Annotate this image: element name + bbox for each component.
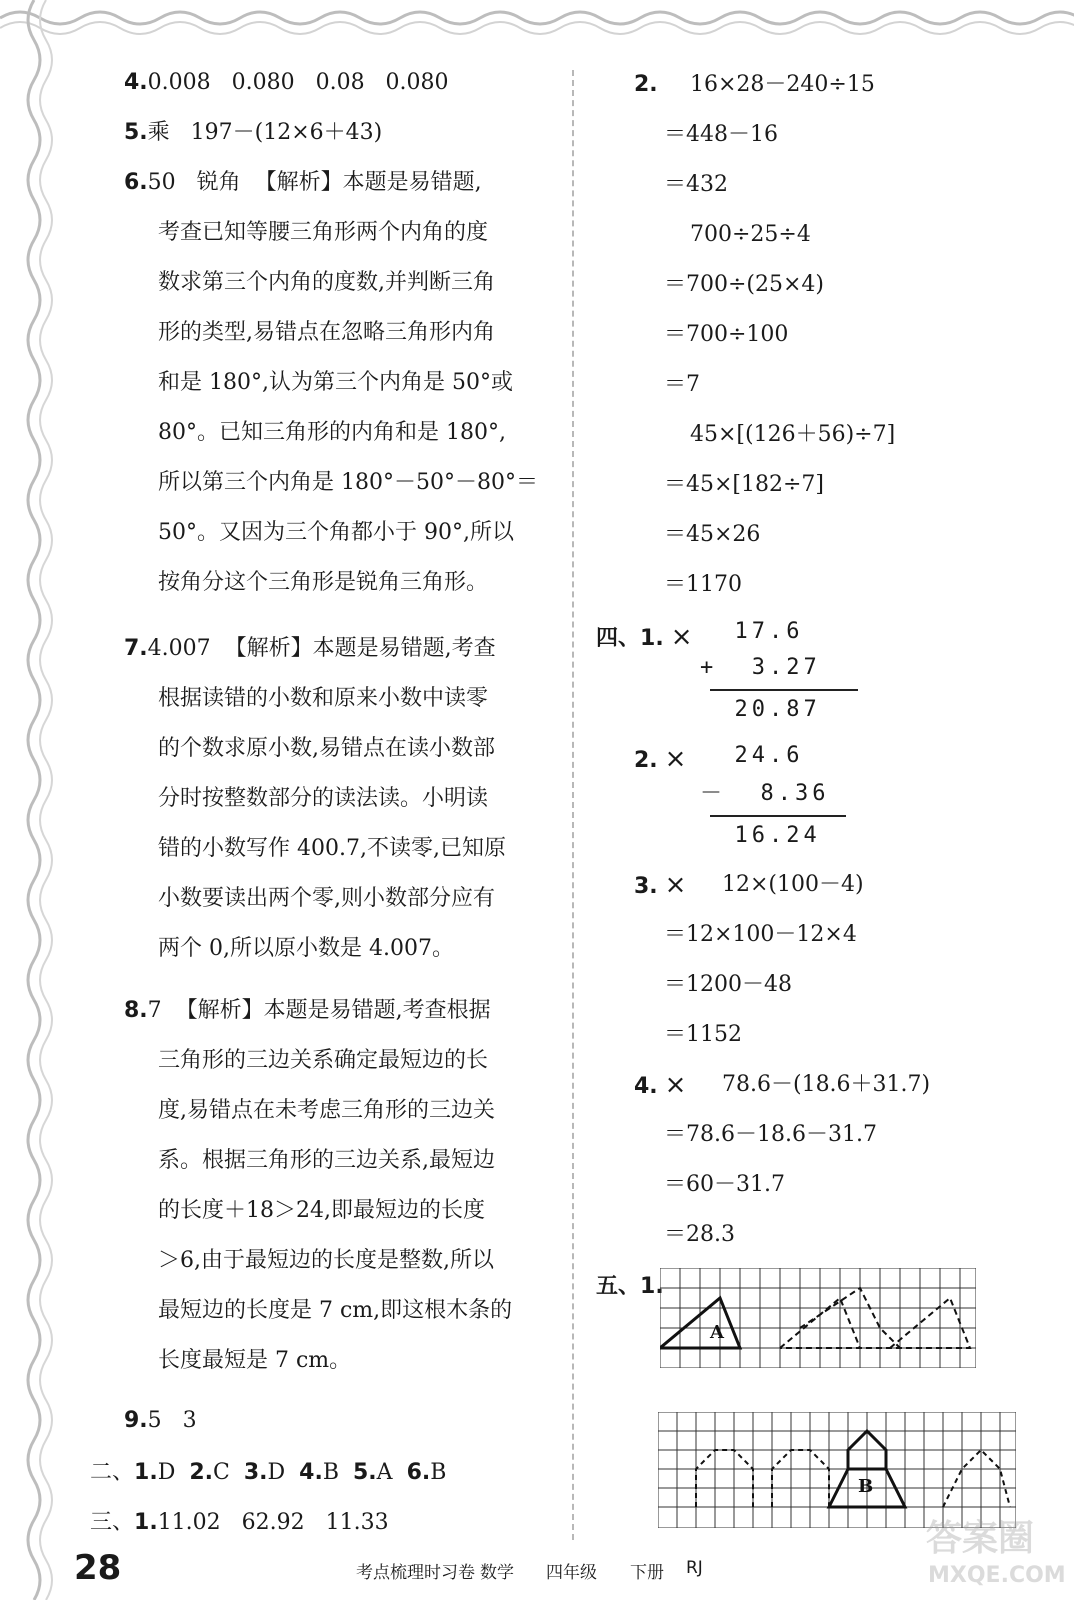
answer-6: 6.50 锐角 【解析】本题是易错题, (124, 170, 482, 195)
section-4-item-4: 4. × (634, 1070, 687, 1100)
answer-7-line: 小数要读出两个零,则小数部分应有 (158, 886, 495, 911)
vertical-calc-row: 20.87 (700, 697, 821, 722)
section-5-item-1: 五、1. (596, 1274, 664, 1299)
answer-6-line: 和是 180°,认为第三个内角是 50°或 (158, 370, 513, 395)
calc-line: ＝45×26 (664, 522, 761, 547)
answer-7-line: 错的小数写作 400.7,不读零,已知原 (158, 836, 506, 861)
answer-6-line: 80°。已知三角形的内角和是 180°, (158, 420, 506, 445)
calc-line: ＝60－31.7 (664, 1172, 785, 1197)
section-3-answers: 三、1.11.02 62.92 11.33 (90, 1510, 389, 1535)
answer-8-line: 的长度＋18＞24,即最短边的长度 (158, 1198, 485, 1223)
answer-8-line: 三角形的三边关系确定最短边的长 (158, 1048, 489, 1073)
calc-line: 78.6－(18.6＋31.7) (722, 1072, 931, 1097)
calc-line: ＝1200－48 (664, 972, 792, 997)
translation-grid-a (660, 1268, 976, 1368)
calc-line: 12×(100－4) (722, 872, 864, 897)
shape-b-label: B (858, 1476, 874, 1497)
answer-8-line: 最短边的长度是 7 cm,即这根木条的 (158, 1298, 513, 1323)
page-edge-top (0, 0, 1074, 40)
section-4-item-3: 3. × (634, 870, 687, 900)
footer-grade: 四年级 (546, 1563, 597, 1583)
watermark-text-url: MXQE.COM (928, 1563, 1066, 1588)
footer-book-title: 考点梳理时习卷 (356, 1563, 475, 1583)
calc-line: ＝45×[182÷7] (664, 472, 825, 497)
answer-8-line: ＞6,由于最短边的长度是整数,所以 (158, 1248, 494, 1273)
answer-8-line: 系。根据三角形的三边关系,最短边 (158, 1148, 495, 1173)
answer-6-line: 按角分这个三角形是锐角三角形。 (158, 570, 489, 595)
calc-line: ＝700÷(25×4) (664, 272, 825, 297)
vertical-calc-row: 24.6 (700, 743, 804, 768)
vertical-calc-row: － 8.36 (700, 781, 830, 806)
page-number: 28 (74, 1548, 122, 1588)
answer-7-line: 分时按整数部分的读法读。小明读 (158, 786, 489, 811)
answer-6-line: 形的类型,易错点在忽略三角形内角 (158, 320, 495, 345)
calc-line: ＝78.6－18.6－31.7 (664, 1122, 877, 1147)
watermark-text-cn: 答案圈 (926, 1518, 1035, 1559)
answer-6-line: 考查已知等腰三角形两个内角的度 (158, 220, 489, 245)
footer-edition: RJ (686, 1558, 703, 1578)
calc-line: ＝28.3 (664, 1222, 735, 1247)
vertical-calc-row: 16.24 (700, 823, 821, 848)
answer-6-line: 所以第三个内角是 180°－50°－80°＝ (158, 470, 538, 495)
answer-6-line: 数求第三个内角的度数,并判断三角 (158, 270, 495, 295)
watermark-logo (918, 1508, 1068, 1594)
answer-9: 9.5 3 (124, 1408, 197, 1433)
calc-line: ＝1170 (664, 572, 742, 597)
section-2-answers: 二、1.D 2.C 3.D 4.B 5.A 6.B (90, 1460, 447, 1485)
calc-line: ＝448－16 (664, 122, 778, 147)
answer-2-number: 2. (634, 72, 658, 97)
calc-line: ＝700÷100 (664, 322, 789, 347)
footer-subject: 数学 (480, 1563, 514, 1583)
calc-line: 45×[(126＋56)÷7] (690, 422, 896, 447)
answer-8-line: 度,易错点在未考虑三角形的三边关 (158, 1098, 495, 1123)
answer-5: 5.乘 197－(12×6＋43) (124, 120, 383, 145)
vertical-calc-row: + 3.27 (700, 655, 821, 680)
section-4-item-2: 2. × (634, 744, 687, 774)
shape-a-label: A (710, 1322, 724, 1343)
calc-line: ＝1152 (664, 1022, 742, 1047)
vertical-calc-row: 17.6 (700, 619, 804, 644)
column-divider (572, 70, 574, 1540)
answer-7-line: 的个数求原小数,易错点在读小数部 (158, 736, 495, 761)
answer-8: 8.7 【解析】本题是易错题,考查根据 (124, 998, 491, 1023)
calc-line: ＝432 (664, 172, 728, 197)
calc-line: 700÷25÷4 (690, 222, 811, 247)
answer-7: 7.4.007 【解析】本题是易错题,考查 (124, 636, 496, 661)
calc-line: ＝12×100－12×4 (664, 922, 857, 947)
page-edge-left (0, 0, 60, 1600)
answer-4: 4.0.008 0.080 0.08 0.080 (124, 70, 449, 95)
answer-6-line: 50°。又因为三个角都小于 90°,所以 (158, 520, 514, 545)
calc-line: 16×28－240÷15 (690, 72, 875, 97)
footer-volume: 下册 (630, 1563, 664, 1583)
calc-rule (710, 689, 858, 691)
calc-rule (710, 815, 846, 817)
calc-line: ＝7 (664, 372, 700, 397)
section-4-item-1: 四、1. × (596, 622, 693, 652)
answer-7-line: 两个 0,所以原小数是 4.007。 (158, 936, 454, 961)
answer-7-line: 根据读错的小数和原来小数中读零 (158, 686, 489, 711)
answer-8-line: 长度最短是 7 cm。 (158, 1348, 352, 1373)
